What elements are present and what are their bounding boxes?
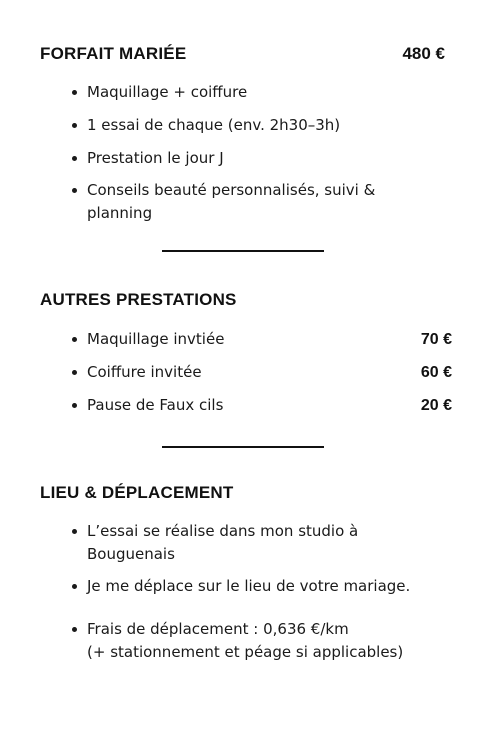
price-row-label: Coiffure invitée bbox=[87, 363, 202, 381]
list-item-label: Prestation le jour J bbox=[87, 149, 224, 167]
list-item-label: L’essai se réalise dans mon studio à Bouguenais bbox=[87, 522, 359, 563]
list-item bbox=[72, 81, 452, 104]
lieu-title: LIEU & DÉPLACEMENT bbox=[40, 483, 234, 502]
price-row-label: Maquillage invtiée bbox=[87, 330, 225, 348]
forfait-title: FORFAIT MARIÉE bbox=[40, 44, 187, 63]
list-item-label: Frais de déplacement : 0,636 €/km bbox=[87, 620, 349, 638]
list-item bbox=[72, 179, 412, 225]
list-item-label: Conseils beauté personnalisés, suivi & planning bbox=[87, 181, 376, 222]
list-item bbox=[72, 618, 452, 664]
list-item bbox=[72, 520, 402, 566]
forfait-price: 480 € bbox=[402, 44, 445, 63]
price-row bbox=[72, 361, 452, 384]
list-item bbox=[72, 147, 452, 170]
list-item-label: Maquillage + coiffure bbox=[87, 83, 248, 101]
section-divider bbox=[162, 250, 324, 252]
list-item bbox=[72, 575, 452, 598]
price-row-label: Pause de Faux cils bbox=[87, 396, 224, 414]
price-row bbox=[72, 394, 452, 417]
list-item bbox=[72, 114, 452, 137]
list-item-label: Je me déplace sur le lieu de votre mariage. bbox=[87, 577, 411, 595]
price-row bbox=[72, 328, 452, 351]
section-divider bbox=[162, 446, 324, 448]
autres-title: AUTRES PRESTATIONS bbox=[40, 290, 237, 309]
list-item-note: (+ stationnement et péage si applicables) bbox=[87, 643, 404, 661]
list-item-label: 1 essai de chaque (env. 2h30–3h) bbox=[87, 116, 341, 134]
price-row-value: 70 € bbox=[420, 331, 452, 348]
price-row-value: 60 € bbox=[420, 364, 452, 381]
price-row-value: 20 € bbox=[420, 397, 452, 414]
